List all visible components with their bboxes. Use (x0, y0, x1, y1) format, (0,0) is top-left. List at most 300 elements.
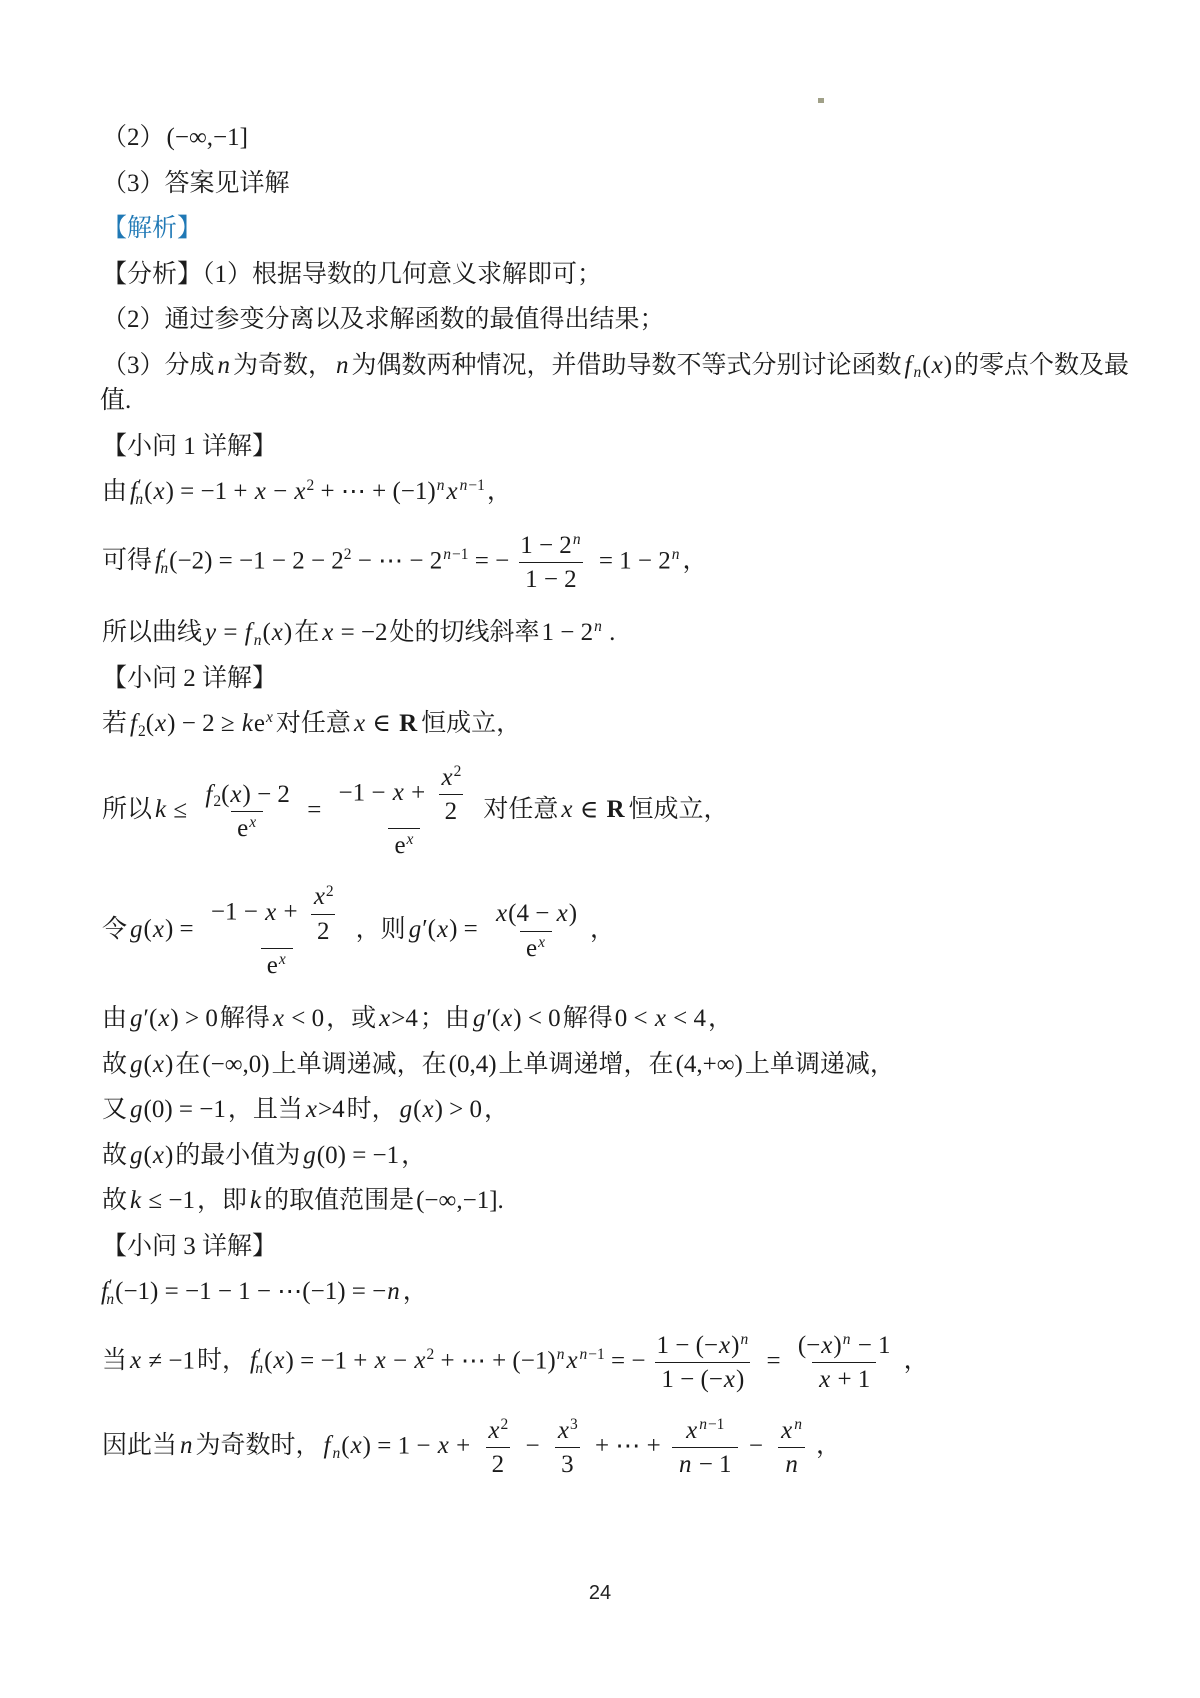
text-run: 对任意 (275, 710, 351, 737)
math-run: ′ (257, 1346, 262, 1364)
text-run: ， (708, 1005, 734, 1032)
text-run: ， (486, 478, 512, 505)
math-run: x (501, 1005, 513, 1032)
math-run: ( (143, 1050, 152, 1078)
superscript (537, 934, 546, 951)
math-run: x (313, 883, 325, 911)
text-run: ，则 (355, 915, 406, 943)
line-part1-line3 (100, 615, 1130, 651)
superscript (739, 1331, 749, 1348)
superscript (793, 1416, 803, 1433)
math-run: n (253, 631, 262, 649)
superscript (579, 1346, 605, 1363)
math-run: − ⋯ − 2 (351, 546, 443, 574)
math-run: x (781, 1417, 793, 1444)
math-run: 2 (444, 797, 458, 825)
line-answer-3 (100, 166, 1130, 202)
math-run: n (671, 546, 680, 564)
math-run: 2 (213, 793, 222, 811)
math-run: ) − 2 ≥ (167, 710, 241, 737)
math-run: x (557, 1417, 569, 1444)
line-part3-line2 (100, 1330, 1130, 1396)
text-run: 【小问 3 详解】 (102, 1232, 278, 1260)
math-run: x (719, 1331, 731, 1359)
math-run: n (106, 1290, 115, 1308)
math-run: x (294, 478, 306, 505)
line-analysis-1 (100, 257, 1130, 293)
math-run: f (323, 1432, 331, 1460)
math-run: x (819, 1365, 831, 1393)
superscript (326, 883, 334, 900)
math-run: (−∞,0) (202, 1050, 270, 1078)
math-run: + ⋯ + (588, 1432, 667, 1460)
math-run: f (130, 710, 137, 737)
math-run: n (699, 1416, 707, 1434)
line-part1-line2 (100, 530, 1130, 596)
superscript (436, 477, 446, 494)
math-run: ) < 0 (513, 1005, 561, 1032)
math-run: − (266, 478, 294, 505)
fraction (481, 1415, 514, 1481)
math-run: n (180, 1432, 193, 1460)
math-run: f (904, 351, 912, 379)
text-run: 上单调递减，在 (271, 1050, 447, 1078)
math-run: − (742, 1432, 770, 1460)
fraction (651, 1330, 756, 1396)
math-run: x (392, 778, 404, 806)
math-run: = (760, 1346, 787, 1374)
math-run: n (217, 351, 231, 379)
math-run: x (322, 619, 334, 646)
text-run: ；由 (419, 1005, 470, 1032)
math-run: ′( (143, 1005, 158, 1032)
fraction (489, 898, 583, 964)
math-run: ( (262, 619, 271, 646)
math-run: e (526, 934, 538, 962)
math-run: ) (164, 1141, 174, 1169)
math-run: ) (283, 619, 293, 646)
superscript (671, 546, 681, 563)
math-run: (−∞,−1] (166, 124, 248, 151)
math-run: −1 (452, 546, 469, 564)
math-run: x (422, 1096, 434, 1123)
math-run: x (566, 1346, 578, 1374)
text-run: 为奇数， (233, 351, 334, 379)
math-run: x (931, 351, 943, 379)
text-run: 解得 (219, 1005, 270, 1032)
math-run: 2 (491, 1451, 505, 1479)
math-run: ′( (422, 915, 436, 943)
math-run: n (436, 477, 445, 495)
math-run: ≤ (167, 796, 194, 824)
text-run: 时， (346, 1096, 397, 1123)
text-run: ， (682, 546, 708, 574)
math-run: n (332, 1445, 341, 1463)
math-run: −1 (468, 477, 485, 495)
math-run: ) > 0 (434, 1096, 482, 1123)
math-run: x (153, 478, 165, 505)
text-run: 在 (175, 1050, 201, 1078)
math-run: ) (943, 351, 953, 379)
line-analysis-header (100, 211, 1130, 247)
math-run: x (266, 709, 273, 727)
subscript (134, 491, 144, 508)
text-run: ， (816, 1432, 842, 1460)
math-run: − 1 (692, 1451, 732, 1479)
math-run: x (152, 1050, 164, 1078)
math-run: n (135, 490, 144, 508)
math-run: ( (145, 710, 155, 737)
math-run: x (278, 951, 286, 969)
math-run: ) (164, 1050, 174, 1078)
text-run: 故 (102, 1187, 128, 1214)
text-run: 对任意 (483, 796, 559, 824)
math-run: 1 − (− (661, 1365, 723, 1393)
math-run: (−1) = −1 − 1 − ⋯(−1) = − (115, 1278, 387, 1305)
text-run: 当 (102, 1346, 128, 1374)
math-run: − 1 (851, 1331, 891, 1359)
superscript (459, 477, 485, 494)
math-run: 0 < (614, 1005, 654, 1032)
superscript (501, 1416, 509, 1433)
text-run: 可得 (102, 546, 153, 574)
superscript (556, 1346, 566, 1363)
math-run: x (158, 1005, 170, 1032)
math-run: . (602, 619, 616, 646)
math-run: x (353, 710, 366, 737)
math-run: g (399, 1096, 413, 1123)
line-part2-line8 (100, 1183, 1130, 1219)
math-run: 1 − 2 (525, 565, 577, 593)
text-run: 在 (294, 619, 320, 646)
math-run: ( (144, 478, 153, 505)
subscript (254, 1360, 264, 1377)
math-run: = −2 (334, 619, 388, 646)
math-run: x (130, 1346, 142, 1374)
math-run: x (488, 1417, 500, 1444)
math-run: ( (143, 915, 152, 943)
math-run: g (303, 1141, 316, 1169)
math-run: x (271, 619, 283, 646)
math-run: ≤ −1 (142, 1187, 195, 1214)
line-analysis-3 (100, 348, 1130, 419)
math-run: n (785, 1451, 798, 1479)
text-run: 又 (102, 1096, 128, 1123)
math-run: (4,+∞) (675, 1050, 743, 1078)
math-run: g (130, 915, 143, 943)
math-run: ( (143, 1141, 152, 1169)
math-run: ) = (449, 915, 485, 943)
subscript (213, 793, 221, 810)
math-run: e (253, 710, 266, 737)
line-answer-2 (100, 120, 1130, 156)
math-run: −1 (588, 1346, 605, 1364)
fraction (792, 1330, 897, 1396)
text-run: ， (401, 1141, 427, 1169)
superscript (572, 531, 582, 548)
line-part3-line1 (100, 1274, 1130, 1310)
fraction (205, 881, 349, 981)
text-run: 令 (102, 915, 128, 943)
text-run: 由 (102, 478, 128, 505)
math-run: ) (568, 900, 578, 928)
line-part1-header (100, 429, 1130, 465)
line-part2-line2 (100, 762, 1130, 862)
text-run: ， (590, 915, 616, 943)
text-run: 时， (196, 1346, 247, 1374)
math-run: x (556, 900, 568, 928)
math-run: = − (468, 546, 510, 574)
math-run: ( (413, 1096, 422, 1123)
math-run: g (130, 1005, 143, 1032)
superscript (248, 814, 257, 831)
math-run: = 1 − 2 (592, 546, 671, 574)
math-run: ) (833, 1331, 842, 1359)
math-run: ) = −1 + (285, 1346, 374, 1374)
text-run: 的零点个数及最值. (100, 351, 1130, 414)
math-run: 3 (570, 1416, 578, 1434)
math-run: x (350, 1432, 362, 1460)
line-part2-line5 (100, 1047, 1130, 1083)
math-run: ( (264, 1346, 273, 1374)
text-run: 【小问 2 详解】 (102, 664, 278, 692)
math-run: f (130, 478, 137, 505)
math-run: y (205, 619, 217, 646)
stray-scan-speck (818, 98, 824, 103)
math-run: 3 (561, 1451, 574, 1479)
math-run: f (101, 1278, 108, 1305)
math-run: (−2) = −1 − 2 − 2 (169, 546, 344, 574)
math-run: ( (922, 351, 931, 379)
text-run: ，或 (326, 1005, 377, 1032)
text-run: 若 (102, 710, 128, 737)
math-run: ′ (137, 477, 142, 495)
superscript (442, 546, 468, 563)
math-run: n (336, 351, 349, 379)
math-run: n (794, 1416, 803, 1434)
math-run: + ⋯ + (−1) (434, 1346, 556, 1374)
math-run: x (230, 780, 242, 808)
math-run: ( (341, 1432, 350, 1460)
math-run: 1 − 2 (520, 531, 572, 559)
math-run: ) = (164, 915, 200, 943)
math-run: 1 − 2 (541, 619, 594, 646)
math-run: >4 (391, 1005, 418, 1032)
math-run: f (249, 1346, 257, 1374)
math-run: k (241, 710, 253, 737)
math-run: (0,4) (448, 1050, 497, 1078)
math-run: f (205, 780, 213, 808)
line-part2-line6 (100, 1092, 1130, 1128)
text-run: （3）答案见详解 (102, 169, 290, 197)
math-run: n (572, 530, 581, 548)
math-run: g (472, 1005, 486, 1032)
math-run: + (277, 898, 304, 926)
math-run: x (441, 763, 453, 791)
math-run: g (130, 1141, 143, 1169)
math-run: x (821, 1331, 833, 1359)
superscript (454, 763, 462, 780)
math-run: >4 (318, 1096, 345, 1123)
math-run: ) = −1 + (165, 478, 254, 505)
math-run: k (155, 796, 167, 824)
text-run: 的取值范围是 (264, 1187, 415, 1214)
math-run: x (686, 1417, 698, 1444)
text-run: （2）通过参变分离以及求解函数的最值得出结果； (102, 306, 665, 333)
math-run: n (556, 1346, 565, 1364)
text-run: 所以曲线 (102, 619, 203, 646)
subscript (253, 632, 263, 649)
math-run: x (538, 934, 546, 952)
line-analysis-2 (100, 302, 1130, 338)
math-run: x (254, 478, 266, 505)
math-run: n (255, 1359, 264, 1377)
text-run: 所以 (102, 796, 153, 824)
math-run: . (497, 1187, 504, 1214)
superscript (344, 546, 352, 563)
line-part2-header (100, 661, 1130, 697)
math-run: + 1 (831, 1365, 871, 1393)
math-run: x (437, 1432, 449, 1460)
math-run: 2 (316, 917, 330, 945)
text-run: （2） (102, 124, 165, 151)
math-run: + (449, 1432, 477, 1460)
math-run: k (249, 1187, 262, 1214)
text-run: 处的切线斜率 (389, 619, 540, 646)
math-run: x (379, 1005, 391, 1032)
math-run: = (217, 619, 244, 646)
math-run: ) > 0 (170, 1005, 218, 1032)
superscript (570, 1416, 578, 1433)
text-run: 【分析】（1）根据导数的几何意义求解即可； (102, 260, 603, 288)
math-run: = − (604, 1346, 646, 1374)
math-run: x (265, 898, 277, 926)
math-run: x (436, 915, 449, 943)
math-run: 2 (137, 722, 146, 740)
math-run: ( (221, 780, 230, 808)
text-run: 恒成立， (628, 796, 729, 824)
math-run: x (496, 900, 508, 928)
math-run: x (654, 1005, 666, 1032)
math-run: n (579, 1346, 588, 1364)
math-run: ′( (486, 1005, 501, 1032)
fraction (774, 1415, 809, 1481)
math-run: −1 (707, 1416, 725, 1434)
math-run: 2 (343, 546, 352, 564)
math-run: (− (797, 1331, 821, 1359)
math-run: n (740, 1330, 749, 1348)
text-run: 为奇数时， (195, 1432, 321, 1460)
math-run: x (561, 796, 573, 824)
fraction (514, 530, 587, 596)
math-run: f (244, 619, 252, 646)
math-run: x (414, 1346, 426, 1374)
math-run: + ⋯ + (−1) (314, 478, 436, 505)
text-run: ， (484, 1096, 510, 1123)
math-run: 2 (306, 477, 315, 495)
math-run: x (155, 710, 167, 737)
math-run: f (155, 546, 162, 574)
fraction (672, 1415, 738, 1481)
highlighted-text: 【解析】 (102, 215, 203, 242)
page-number: 24 (588, 1582, 612, 1604)
math-run: g (408, 915, 422, 943)
superscript (307, 477, 315, 494)
math-run: x (273, 1346, 285, 1374)
math-run: ≠ −1 (142, 1346, 195, 1374)
text-run: （3）分成 (102, 351, 215, 379)
math-run: 2 (426, 1346, 435, 1364)
math-run: R (606, 796, 625, 824)
math-run: n (387, 1278, 400, 1305)
math-run: n (443, 546, 451, 564)
subscript (138, 723, 146, 740)
math-run: ) − 2 (242, 780, 290, 808)
text-run: 为偶数两种情况，并借助导数不等式分别讨论函数 (351, 351, 902, 379)
math-run: n (594, 618, 602, 636)
math-run: n (160, 559, 169, 577)
math-run: n (913, 364, 922, 382)
math-run: k (130, 1187, 142, 1214)
text-run: 由 (102, 1005, 128, 1032)
math-run: x (152, 1141, 164, 1169)
subscript (331, 1445, 341, 1462)
superscript (698, 1416, 724, 1433)
math-run: ∈ (573, 796, 605, 824)
subscript (105, 1291, 115, 1308)
math-run: (0) = −1 (316, 1141, 400, 1169)
math-run: g (130, 1050, 143, 1078)
math-run: n (678, 1451, 692, 1479)
math-run: x (152, 915, 164, 943)
fraction (307, 881, 340, 947)
math-run: x (305, 1096, 317, 1123)
text-run: 上单调递增，在 (498, 1050, 674, 1078)
line-part1-line1 (100, 474, 1130, 510)
math-run: − (519, 1432, 546, 1460)
subscript (159, 560, 169, 577)
math-run: 2 (325, 882, 334, 900)
text-run: ， (903, 1346, 929, 1374)
math-run: (−∞,−1] (416, 1187, 498, 1214)
superscript (265, 709, 274, 726)
math-run: e (266, 951, 278, 979)
text-run: 故 (102, 1141, 128, 1169)
math-run: x (272, 1005, 284, 1032)
text-run: ，即 (196, 1187, 247, 1214)
text-run: 上单调递减， (744, 1050, 895, 1078)
subscript (913, 364, 923, 381)
math-run: 1 − (− (656, 1331, 719, 1359)
math-run: ′ (108, 1277, 113, 1295)
math-run: ) (731, 1331, 740, 1359)
math-run: (0) = −1 (143, 1096, 226, 1123)
superscript (278, 951, 287, 968)
math-run: ′ (162, 546, 167, 564)
superscript (842, 1331, 852, 1348)
line-part3-line3 (100, 1415, 1130, 1481)
math-run: + (404, 778, 432, 806)
fraction (198, 779, 296, 845)
math-run: ) = 1 − (362, 1432, 437, 1460)
superscript (406, 831, 415, 848)
superscript (593, 618, 603, 635)
math-run: −1 − (210, 898, 265, 926)
math-run: 2 (500, 1416, 509, 1434)
math-run: n (842, 1330, 851, 1348)
math-run: −1 − (338, 778, 392, 806)
math-run: x (446, 478, 458, 505)
